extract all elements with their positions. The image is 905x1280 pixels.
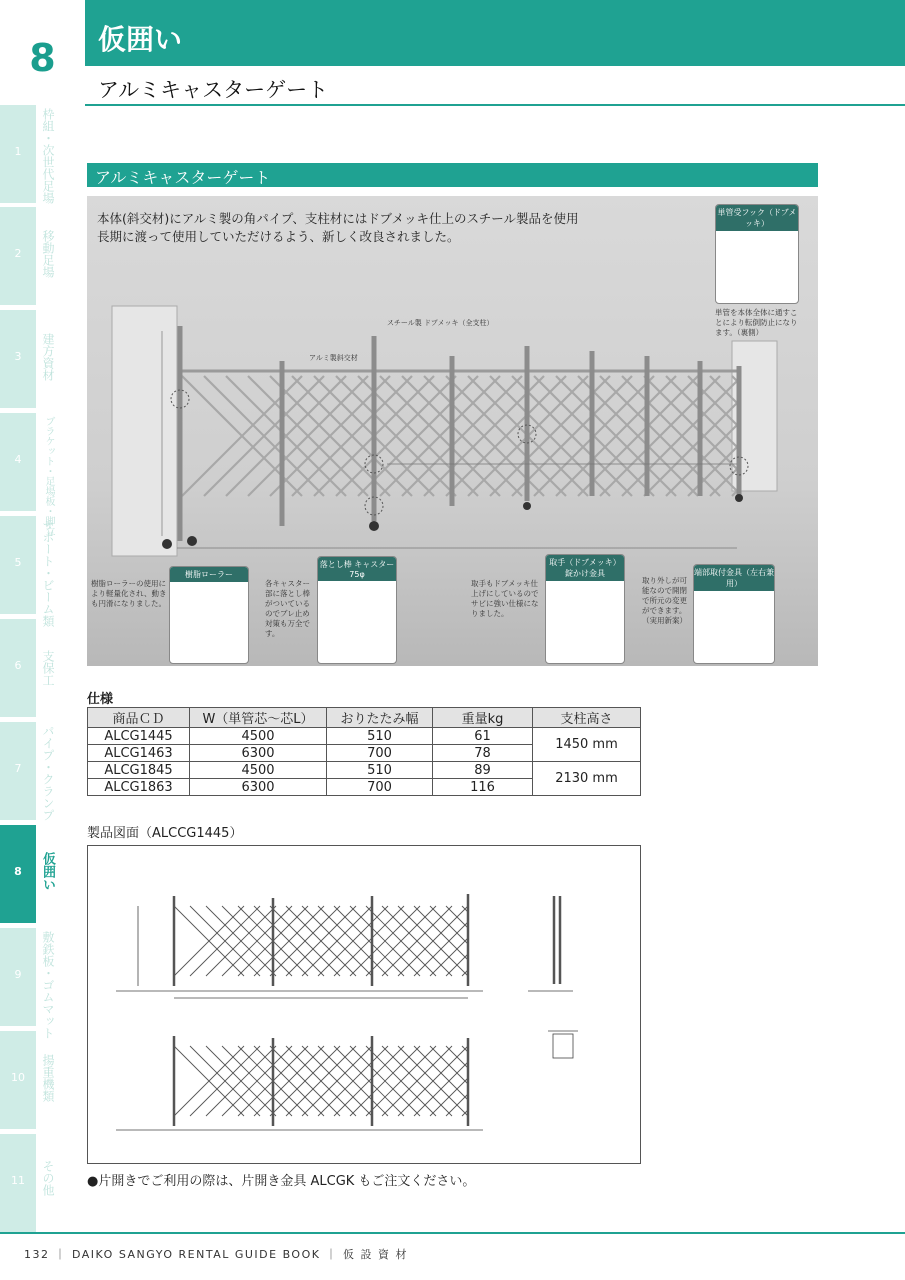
page-title: 仮囲い: [98, 23, 183, 56]
tab-label: 枠組・次世代足場: [41, 108, 55, 204]
section-title: アルミキャスターゲート: [95, 168, 271, 187]
tab-label: パイプ・クランプ: [41, 725, 55, 821]
table-cell: 61: [433, 728, 533, 745]
tab-label: 支保工: [41, 650, 55, 686]
table-header: おりたたみ幅: [327, 708, 433, 728]
tab-number: 9: [14, 968, 22, 981]
footer: [24, 1246, 408, 1262]
tab-label: ブラケット・足場板・脚立: [43, 416, 54, 536]
table-cell: 89: [433, 762, 533, 779]
product-photo-panel: [87, 196, 818, 666]
table-cell: 6300: [190, 779, 327, 796]
subtitle: アルミキャスターゲート: [98, 78, 329, 102]
spec-table: [87, 707, 641, 796]
handle-callout-text: 取手もドブメッキ仕上げにしているのでサビに強い仕様になりました。: [471, 579, 539, 618]
product-drawing: [87, 845, 641, 1164]
chapter-box: [0, 0, 85, 104]
table-cell: 4500: [190, 762, 327, 779]
drawing-heading: 製品図面（ALCCG1445）: [87, 826, 243, 841]
side-tab-10[interactable]: [0, 1031, 36, 1129]
table-cell: 4500: [190, 728, 327, 745]
tab-label: 揚重機類: [41, 1054, 55, 1102]
tab-number: 8: [14, 865, 22, 878]
subtitle-row: [85, 66, 905, 106]
table-header: 商品ＣＤ: [88, 708, 190, 728]
tab-number: 1: [14, 145, 22, 158]
table-header: W（単管芯～芯L）: [190, 708, 327, 728]
caster-callout-head: 落とし棒 キャスター75φ: [318, 557, 396, 581]
tab-number: 10: [11, 1071, 25, 1084]
side-tab-1[interactable]: [0, 105, 36, 203]
footer-rule: [0, 1232, 905, 1234]
side-tab-9[interactable]: [0, 928, 36, 1026]
chapter-number: 8: [29, 36, 56, 80]
steel-post-label: スチール製 ドブメッキ（全支柱）: [387, 319, 494, 327]
side-tab-8[interactable]: [0, 825, 36, 923]
tab-label: 移動足場: [41, 230, 55, 278]
tab-number: 3: [14, 350, 22, 363]
roller-callout: [169, 566, 249, 664]
side-tab-2[interactable]: [0, 207, 36, 305]
table-cell: ALCG1845: [88, 762, 190, 779]
end-fitting-callout: [693, 564, 775, 664]
section-bar: [87, 163, 818, 187]
tab-number: 6: [14, 659, 22, 672]
table-header-row: [88, 708, 641, 728]
caster-callout-text: 各キャスター部に落とし棒がついているのでブレ止め対策も万全です。: [265, 579, 310, 638]
tab-label: 敷鉄板・ゴムマット: [41, 931, 55, 1039]
tab-number: 11: [11, 1174, 25, 1187]
table-cell: 78: [433, 745, 533, 762]
footer-book-title: DAIKO SANGYO RENTAL GUIDE BOOK: [72, 1248, 321, 1261]
side-tab-4[interactable]: [0, 413, 36, 511]
handle-callout: [545, 554, 625, 664]
footer-separator: ｜: [54, 1248, 72, 1261]
table-cell: ALCG1445: [88, 728, 190, 745]
tab-label: その他: [41, 1160, 55, 1196]
side-tab-7[interactable]: [0, 722, 36, 820]
tab-number: 5: [14, 556, 22, 569]
footer-section: 仮 設 資 材: [342, 1248, 408, 1261]
table-row: [88, 728, 641, 745]
table-cell: 700: [327, 745, 433, 762]
table-cell: ALCG1463: [88, 745, 190, 762]
end-fitting-callout-text: 取り外しが可能なので開閉で所元の変更ができます。（実用新案）: [642, 576, 687, 625]
table-row: [88, 762, 641, 779]
roller-callout-text: 樹脂ローラーの使用により軽量化され、動きも円滑になりました。: [91, 579, 167, 608]
tab-label: 仮囲い: [40, 852, 55, 891]
hook-callout: [715, 204, 799, 304]
side-tab-6[interactable]: [0, 619, 36, 717]
tab-label: 建方資材: [41, 333, 55, 381]
end-fitting-callout-head: 端部取付金具（左右兼用）: [694, 565, 774, 591]
intro-line-2: 長期に渡って使用していただけるよう、新しく改良されました。: [97, 229, 460, 244]
table-cell: 116: [433, 779, 533, 796]
caster-callout: [317, 556, 397, 664]
note-text: ●片開きでご利用の際は、片開き金具 ALCGK もご注文ください。: [87, 1174, 476, 1189]
header-bar: [85, 0, 905, 66]
tab-label: サポート・ビーム類: [41, 519, 55, 627]
hook-callout-head: 単管受フック（ドブメッキ）: [716, 205, 798, 231]
spec-heading: 仕様: [87, 692, 114, 707]
hook-callout-text: 単管を本体全体に通すことにより転倒防止になります。（裏側）: [715, 308, 798, 337]
technical-drawing: [88, 846, 640, 1163]
table-cell: 510: [327, 728, 433, 745]
table-cell: 1450 mm: [533, 728, 641, 762]
side-tab-11[interactable]: [0, 1134, 36, 1232]
page-number: 132: [24, 1248, 50, 1261]
tab-number: 4: [14, 453, 22, 466]
table-header: 支柱高さ: [533, 708, 641, 728]
side-tab-3[interactable]: [0, 310, 36, 408]
table-cell: ALCG1863: [88, 779, 190, 796]
alu-cross-label: アルミ製斜交材: [309, 354, 358, 362]
table-cell: 2130 mm: [533, 762, 641, 796]
handle-callout-head: 取手（ドブメッキ）錠かけ金具: [546, 555, 624, 581]
table-cell: 510: [327, 762, 433, 779]
tab-number: 2: [14, 247, 22, 260]
roller-callout-head: 樹脂ローラー: [170, 567, 248, 582]
table-header: 重量kg: [433, 708, 533, 728]
side-tab-5[interactable]: [0, 516, 36, 614]
footer-separator: ｜: [325, 1248, 343, 1261]
table-cell: 700: [327, 779, 433, 796]
tab-number: 7: [14, 762, 22, 775]
table-cell: 6300: [190, 745, 327, 762]
intro-line-1: 本体(斜交材)にアルミ製の角パイプ、支柱材にはドブメッキ仕上のスチール製品を使用: [97, 211, 579, 226]
